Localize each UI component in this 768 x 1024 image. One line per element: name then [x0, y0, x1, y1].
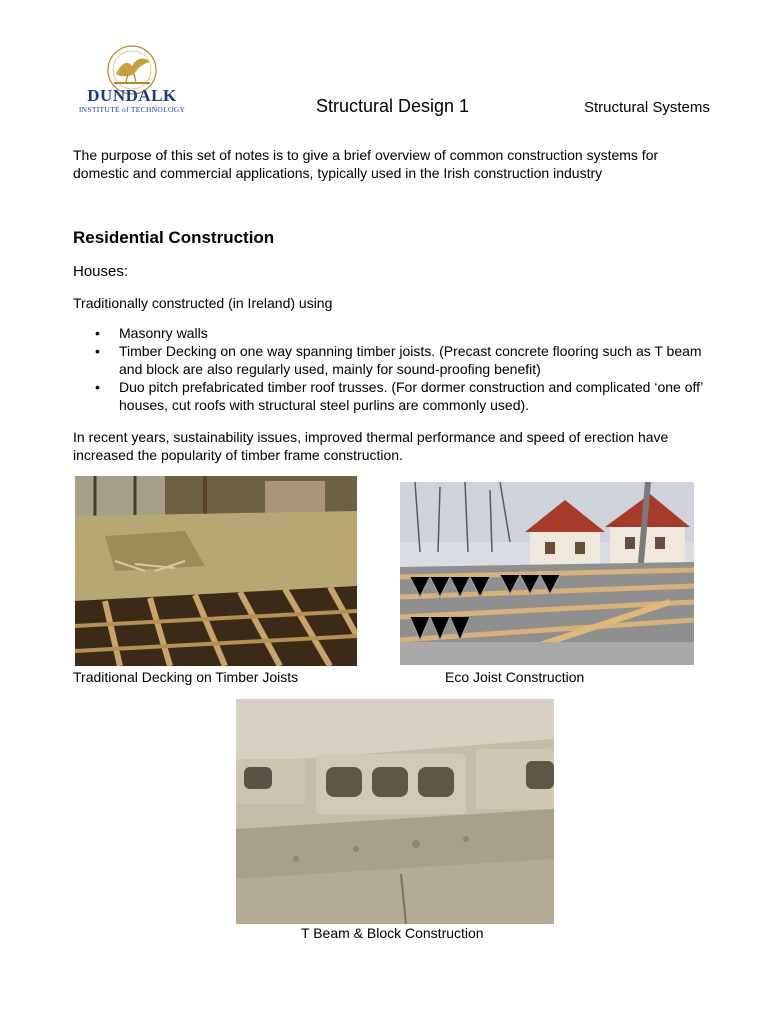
- logo-wordmark: DUNDALK: [87, 86, 177, 105]
- residential-heading: Residential Construction: [73, 228, 275, 247]
- list-item-text: Duo pitch prefabricated timber roof trusses. (For dormer construction and complicated ‘one off’ houses, cut roofs with structural steel purlins are commonly used).: [119, 379, 703, 413]
- list-item: [73, 324, 718, 342]
- bullet-icon: •: [95, 343, 100, 359]
- list-item: [73, 342, 718, 378]
- t-beam-photo: [236, 699, 554, 924]
- recent-years-paragraph: In recent years, sustainability issues, improved thermal performance and speed of erection have increased the popularity of timber frame construction.: [73, 429, 669, 463]
- institute-logo: [76, 44, 188, 116]
- eco-joist-caption: Eco Joist Construction: [445, 669, 585, 685]
- document-title: Structural Design 1: [316, 96, 470, 116]
- lead-text: Traditionally constructed (in Ireland) using: [73, 295, 333, 311]
- construction-list: [73, 324, 718, 414]
- bullet-icon: •: [95, 325, 100, 341]
- eco-joist-photo: [400, 482, 694, 665]
- decking-caption: Traditional Decking on Timber Joists: [73, 669, 299, 685]
- list-item-text: Timber Decking on one way spanning timber joists. (Precast concrete flooring such as T beam and block are also regularly used, mainly for sound-proofing benefit): [119, 343, 702, 377]
- decking-photo: [75, 476, 357, 666]
- list-item-text: Masonry walls: [119, 325, 208, 341]
- houses-subheading: Houses:: [73, 263, 129, 280]
- section-title: Structural Systems: [584, 99, 710, 116]
- bullet-icon: •: [95, 379, 100, 395]
- logo-subtitle: INSTITUTE of TECHNOLOGY: [78, 105, 186, 114]
- list-item: [73, 378, 718, 414]
- t-beam-caption: T Beam & Block Construction: [301, 925, 484, 941]
- intro-paragraph: The purpose of this set of notes is to give a brief overview of common construction systems for domestic and commercial applications, typically used in the Irish construction industry: [73, 147, 659, 181]
